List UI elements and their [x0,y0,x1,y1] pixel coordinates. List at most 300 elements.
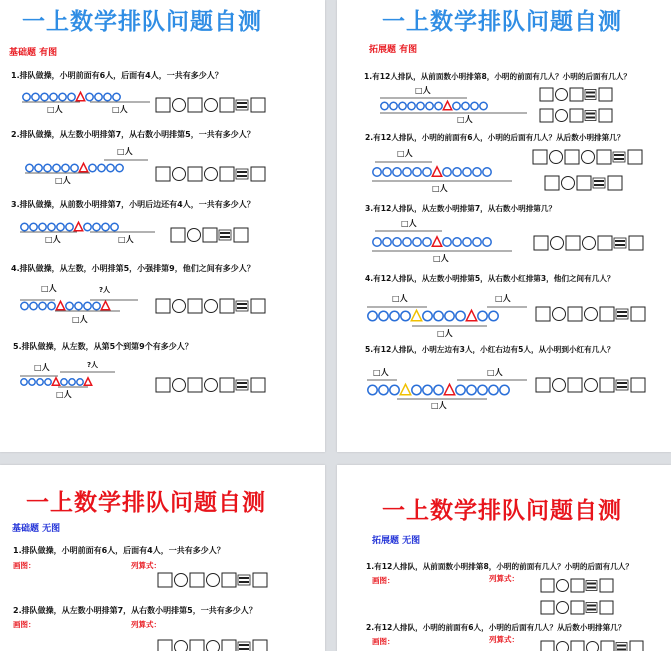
equation-boxes-3 [171,228,248,242]
count-box-label: □人 [457,115,473,124]
answer-box-icon [222,573,236,587]
question-2: 2.排队做操，从左数小明排第7，从右数小明排第5，一共有多少人？ [11,130,255,139]
equals-sign-icon [616,643,627,651]
worksheet-page-basic-with-figures [0,0,325,452]
count-box-label: □人 [47,105,63,114]
operator-circle-icon [173,168,186,181]
question-5: 5.有12人排队，小明左边有3人，小红右边有5人，从小明到小红有几人？ [365,345,615,354]
blank-box-icon: □ [415,86,423,95]
count-box-label: □人 [41,284,57,293]
blank-box-icon: □ [34,363,42,372]
queue-figures [337,0,671,452]
person-circle-icon [93,223,100,230]
person-circle-icon [98,164,105,171]
person-circle-icon [37,379,43,385]
answer-box-icon [571,601,584,614]
person-circle-icon [113,93,120,100]
count-box-label: □人 [34,363,50,372]
person-circle-icon [44,164,51,171]
bracket-lines [367,98,527,399]
person-circle-icon [478,385,487,394]
answer-box-icon [158,640,172,651]
answer-box-icon [220,167,234,181]
answer-box-icon [190,573,204,587]
blank-box-icon: □ [433,254,441,263]
count-box-label: □人 [117,147,133,156]
question-1: 1.有12人排队，从前面数小明排第8，小明的前面有几人？小明的后面有几人？ [364,72,632,81]
person-circle-icon [57,223,64,230]
person-circle-icon [483,238,491,246]
answer-box-icon [188,167,202,181]
answer-box-icon [171,228,185,242]
queue-figure-4 [21,301,110,309]
answer-box-icon [600,579,613,592]
blank-box-icon: □ [431,401,439,410]
person-circle-icon [41,93,48,100]
operator-circle-icon [175,574,188,587]
question-3: 3.排队做操，从前数小明排第7，小明后边还有4人，一共有多少人？ [11,200,255,209]
blank-box-icon: □ [397,149,405,158]
formula-label: 列算式： [131,620,161,629]
person-circle-icon [48,223,55,230]
answer-box-icon [599,109,612,122]
answer-box-icon [251,98,265,112]
person-circle-icon [29,379,35,385]
person-triangle-icon [84,378,91,385]
person-circle-icon [107,164,114,171]
queue-figure-5 [368,384,509,394]
blank-box-icon: □ [432,184,440,193]
count-box-label: □人 [55,176,71,185]
queue-figure-5 [21,378,92,385]
page-title: 一上数学排队问题自测 [22,9,262,35]
question-1: 1.排队做操，小明前面有6人，后面有4人，一共有多少人？ [11,71,223,80]
equation-boxes-3 [534,236,643,250]
person-circle-icon [383,238,391,246]
operator-circle-icon [557,602,569,614]
person-circle-icon [45,379,51,385]
answer-box-icon [566,236,580,250]
person-circle-icon [434,385,443,394]
person-triangle-icon [443,101,451,109]
equals-sign-icon [238,575,250,585]
answer-box-icon [220,98,234,112]
person-circle-icon [500,385,509,394]
equals-sign-icon [593,178,605,188]
count-box-label: □人 [437,329,453,338]
person-circle-icon [423,385,432,394]
person-circle-icon [39,302,46,309]
answer-box-icon [565,150,579,164]
queue-figure-1 [381,101,487,109]
person-circle-icon [412,385,421,394]
person-circle-icon [453,238,461,246]
answer-box-icon [545,176,559,190]
section-subtitle: 拓展题 有图 [369,45,418,55]
person-circle-icon [84,223,91,230]
answer-box-icon [234,228,248,242]
answer-box-icon [156,378,170,392]
equation-boxes-5 [536,378,645,392]
person-circle-icon [66,302,73,309]
equation-boxes-1a [541,579,613,592]
person-triangle-icon [52,378,59,385]
operator-circle-icon [205,379,218,392]
answer-areas [0,465,325,651]
blank-box-icon: □ [112,105,120,114]
blank-box-icon: □ [72,315,80,324]
blank-box-icon: □ [55,176,63,185]
count-box-label: □人 [415,86,431,95]
person-circle-icon [473,238,481,246]
person-triangle-icon [79,163,87,171]
person-circle-icon [32,93,39,100]
person-circle-icon [426,102,433,109]
answer-box-icon [253,640,267,651]
question-3: 3.有12人排队，从左数小明排第7，从右数小明排第几？ [365,204,557,213]
person-circle-icon [478,311,487,320]
operator-circle-icon [553,379,566,392]
answer-box-icon [541,641,554,651]
person-circle-icon [473,168,481,176]
blank-box-icon: □ [118,235,126,244]
queue-figure-1 [23,92,120,100]
person-triangle-icon [444,384,454,394]
blank-box-icon: □ [487,368,495,377]
count-box-label: □人 [56,390,72,399]
question-2: 2.有12人排队，小明的前面有6人，小明的后面有几人？从后数小明排第几？ [365,133,625,142]
person-circle-icon [26,164,33,171]
operator-circle-icon [173,379,186,392]
person-circle-icon [445,311,454,320]
person-circle-icon [104,93,111,100]
person-circle-icon [423,168,431,176]
person-circle-icon [21,223,28,230]
person-circle-icon [489,311,498,320]
page-title: 一上数学排队问题自测 [26,490,266,516]
answer-box-icon [541,579,554,592]
formula-label: 列算式： [489,574,519,583]
person-circle-icon [434,311,443,320]
answer-box-icon [577,176,591,190]
worksheet-page-basic-no-figures [0,465,325,651]
person-circle-icon [379,385,388,394]
question-1: 1.排队做操，小明前面有6人，后面有4人，一共有多少人？ [13,546,225,555]
blank-box-icon: □ [47,105,55,114]
answer-box-icon [608,176,622,190]
person-circle-icon [368,311,377,320]
answer-box-icon [628,150,642,164]
person-circle-icon [393,168,401,176]
answer-box-icon [600,378,614,392]
answer-box-icon [597,150,611,164]
person-circle-icon [390,311,399,320]
person-circle-icon [61,379,67,385]
operator-circle-icon [205,300,218,313]
count-box-label: □人 [397,149,413,158]
count-box-label: □人 [401,219,417,228]
formula-label: 列算式： [489,635,519,644]
count-box-label: □人 [432,184,448,193]
count-box-label: □人 [495,294,511,303]
person-circle-icon [480,102,487,109]
person-circle-icon [393,238,401,246]
person-circle-icon [66,223,73,230]
equals-sign-icon [238,642,250,651]
person-circle-icon [456,311,465,320]
person-circle-icon [408,102,415,109]
answer-box-icon [534,236,548,250]
person-circle-icon [403,168,411,176]
answer-box-icon [156,167,170,181]
operator-circle-icon [556,110,568,122]
unknown-count-label: ?人 [87,361,99,369]
answer-box-icon [631,378,645,392]
answer-box-icon [536,307,550,321]
person-triangle-icon [76,92,84,100]
person-circle-icon [413,238,421,246]
equals-sign-icon [616,309,628,319]
equals-sign-icon [236,100,248,110]
equation-boxes-1b [540,109,612,122]
equation-boxes-1 [158,573,267,587]
equals-sign-icon [236,301,248,311]
unknown-count-label: ?人 [99,286,111,294]
blank-box-icon: □ [45,235,53,244]
count-box-label: □人 [392,294,408,303]
blank-box-icon: □ [117,147,125,156]
question-4: 4.排队做操，从左数，小明排第5，小强排第9，他们之间有多少人？ [11,264,255,273]
count-box-label: □人 [112,105,128,114]
person-circle-icon [71,164,78,171]
operator-circle-icon [587,642,599,651]
person-circle-icon [30,302,37,309]
answer-box-icon [220,378,234,392]
answer-box-icon [188,378,202,392]
operator-circle-icon [207,641,220,651]
person-triangle-icon [432,167,441,176]
person-circle-icon [21,379,27,385]
page-title: 一上数学排队问题自测 [382,9,622,35]
draw-label: 画图： [13,620,36,629]
person-triangle-icon [432,237,441,246]
answer-box-icon [220,299,234,313]
equation-boxes-5 [156,378,265,392]
person-triangle-icon [400,384,410,394]
answer-box-icon [631,307,645,321]
operator-circle-icon [556,89,568,101]
answer-box-icon [203,228,217,242]
section-subtitle: 基础题 有图 [9,48,58,58]
person-circle-icon [463,238,471,246]
blank-box-icon: □ [495,294,503,303]
person-circle-icon [69,379,75,385]
operator-circle-icon [205,99,218,112]
person-circle-icon [59,93,66,100]
answer-box-icon [188,98,202,112]
count-box-label: □人 [431,401,447,410]
person-circle-icon [471,102,478,109]
blank-box-icon: □ [457,115,465,124]
answer-box-icon [571,641,584,651]
equals-sign-icon [585,90,596,100]
answer-box-icon [156,98,170,112]
person-circle-icon [62,164,69,171]
person-circle-icon [390,385,399,394]
equation-boxes-2a [533,150,642,164]
queue-figure-2 [373,167,491,176]
person-circle-icon [453,102,460,109]
operator-circle-icon [557,642,569,651]
queue-figure-3 [373,237,491,246]
equation-boxes-2b [545,176,622,190]
answer-box-icon [251,167,265,181]
bracket-lines [20,102,155,387]
answer-box-icon [570,88,583,101]
draw-label: 画图： [372,576,395,585]
person-circle-icon [383,168,391,176]
person-circle-icon [401,311,410,320]
person-circle-icon [102,223,109,230]
equals-sign-icon [613,152,625,162]
operator-circle-icon [585,379,598,392]
operator-circle-icon [550,151,563,164]
answer-box-icon [600,307,614,321]
operator-circle-icon [551,237,564,250]
person-circle-icon [417,102,424,109]
question-2: 2.排队做操，从左数小明排第7，从右数小明排第5，一共有多少人？ [13,606,257,615]
equals-sign-icon [614,238,626,248]
person-circle-icon [456,385,465,394]
equals-sign-icon [236,169,248,179]
queue-figures [0,0,325,452]
draw-label: 画图： [13,561,36,570]
person-circle-icon [435,102,442,109]
answer-box-icon [629,236,643,250]
equation-boxes-1 [156,98,265,112]
person-circle-icon [50,93,57,100]
operator-circle-icon [173,99,186,112]
person-circle-icon [35,164,42,171]
count-box-label: □人 [118,235,134,244]
person-circle-icon [48,302,55,309]
answer-areas [337,465,671,651]
person-circle-icon [84,302,91,309]
answer-box-icon [251,299,265,313]
page-title: 一上数学排队问题自测 [382,498,622,524]
equals-sign-icon [219,230,231,240]
answer-box-icon [630,641,643,651]
person-circle-icon [403,238,411,246]
person-circle-icon [443,168,451,176]
answer-box-icon [598,236,612,250]
answer-box-icon [222,640,236,651]
person-circle-icon [95,93,102,100]
person-circle-icon [30,223,37,230]
answer-box-icon [188,299,202,313]
operator-circle-icon [173,300,186,313]
answer-box-icon [540,109,553,122]
person-circle-icon [368,385,377,394]
person-circle-icon [379,311,388,320]
queue-figure-4 [368,310,498,320]
operator-circle-icon [562,177,575,190]
person-circle-icon [111,223,118,230]
operator-circle-icon [582,151,595,164]
person-circle-icon [373,238,381,246]
answer-box-icon [599,88,612,101]
queue-figure-2 [26,163,123,171]
answer-box-icon [601,641,614,651]
answer-box-icon [570,109,583,122]
equation-boxes-4 [156,299,265,313]
equation-boxes-1a [540,88,612,101]
person-circle-icon [68,93,75,100]
equals-sign-icon [236,380,248,390]
operator-circle-icon [585,308,598,321]
draw-label: 画图： [372,637,395,646]
answer-box-icon [540,88,553,101]
answer-box-icon [536,378,550,392]
count-box-label: □人 [45,235,61,244]
operator-circle-icon [205,168,218,181]
blank-box-icon: □ [437,329,445,338]
person-circle-icon [390,102,397,109]
person-circle-icon [489,385,498,394]
operator-circle-icon [188,229,201,242]
equation-boxes-2 [156,167,265,181]
person-circle-icon [21,302,28,309]
equals-sign-icon [586,581,597,591]
person-triangle-icon [466,310,476,320]
operator-circle-icon [557,580,569,592]
operator-circle-icon [175,641,188,651]
blank-box-icon: □ [392,294,400,303]
person-triangle-icon [411,310,421,320]
person-circle-icon [413,168,421,176]
answer-box-icon [156,299,170,313]
operator-circle-icon [207,574,220,587]
count-box-label: □人 [433,254,449,263]
worksheet-page-advanced-no-figures [337,465,671,651]
equals-sign-icon [586,603,597,613]
person-circle-icon [39,223,46,230]
count-box-label: □人 [487,368,503,377]
answer-box-icon [253,573,267,587]
person-circle-icon [381,102,388,109]
person-circle-icon [423,311,432,320]
worksheet-page-advanced-with-figures [337,0,671,452]
question-2: 2.有12人排队，小明的前面有6人，小明的后面有几人？从后数小明排第几？ [366,623,626,632]
answer-box-icon [568,378,582,392]
answer-box-icon [568,307,582,321]
person-circle-icon [89,164,96,171]
person-triangle-icon [56,301,64,309]
person-circle-icon [86,93,93,100]
equation-boxes-2 [541,641,643,651]
person-circle-icon [463,168,471,176]
count-box-label: □人 [373,368,389,377]
person-circle-icon [75,302,82,309]
person-circle-icon [453,168,461,176]
operator-circle-icon [583,237,596,250]
count-box-label: □人 [72,315,88,324]
question-1: 1.有12人排队，从前面数小明排第8，小明的前面有几人？小明的后面有几人？ [366,562,634,571]
person-circle-icon [93,302,100,309]
question-4: 4.有12人排队，从左数小明排第5，从右数小红排第3，他们之间有几人？ [365,274,615,283]
answer-box-icon [571,579,584,592]
answer-box-icon [600,601,613,614]
